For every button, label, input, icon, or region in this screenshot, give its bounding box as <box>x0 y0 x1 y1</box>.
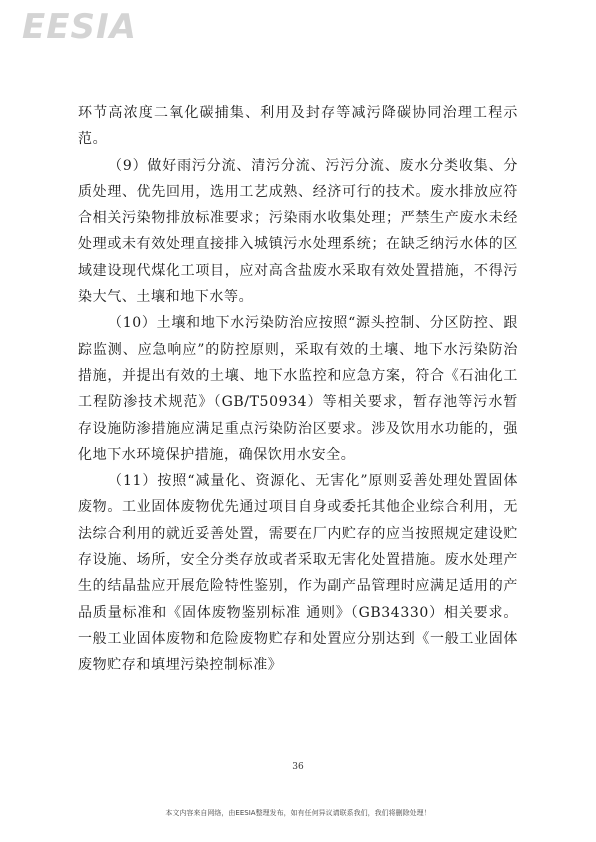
paragraph-item-9: （9）做好雨污分流、清污分流、污污分流、废水分类收集、分质处理、优先回用，选用工艺成熟、经济可行的技术。废水排放应符合相关污染物排放标准要求；污染雨水收集处理；严禁生产废水未经处理或未有效处理直接排入城镇污水处理系统；在缺乏纳污水体的区域建设现代煤化工项目，应对高含盐废水采取有效处置措施，不得污染大气、土壤和地下水等。 <box>78 157 518 306</box>
document-body <box>78 100 518 679</box>
paragraph-item-11: （11）按照“减量化、资源化、无害化”原则妥善处理处置固体废物。工业固体废物优先通过项目自身或委托其他企业综合利用，无法综合利用的就近妥善处置，需要在厂内贮存的应当按照规定建设贮存设施、场所，安全分类存放或者采取无害化处置措施。废水处理产生的结晶盐应开展危险特性鉴别，作为副产品管理时应满足适用的产品质量标准和《固体废物鉴别标准 通则》（GB34330）相关要求。一般工业固体废物和危险废物贮存和处置应分别达到《一般工业固体废物贮存和填埋污染控制标准》 <box>78 473 518 674</box>
paragraph-continuation: 环节高浓度二氧化碳捕集、利用及封存等减污降碳协同治理工程示范。 <box>78 105 518 148</box>
paragraph-item-10: （10）土壤和地下水污染防治应按照“源头控制、分区防控、跟踪监测、应急响应”的防控原则，采取有效的土壤、地下水污染防治措施，并提出有效的土壤、地下水监控和应急方案，符合《石油化工工程防渗技术规范》（GB/T50934）等相关要求，暂存池等污水暂存设施防渗措施应满足重点污染防治区要求。涉及饮用水功能的，强化地下水环境保护措施，确保饮用水安全。 <box>78 315 518 463</box>
page-number: 36 <box>292 762 304 772</box>
eesia-logo: EESIA <box>22 7 137 47</box>
footer-disclaimer: 本文内容来自网络，由EESIA整理发布，如有任何异议请联系我们，我们将删除处理！ <box>165 809 431 817</box>
